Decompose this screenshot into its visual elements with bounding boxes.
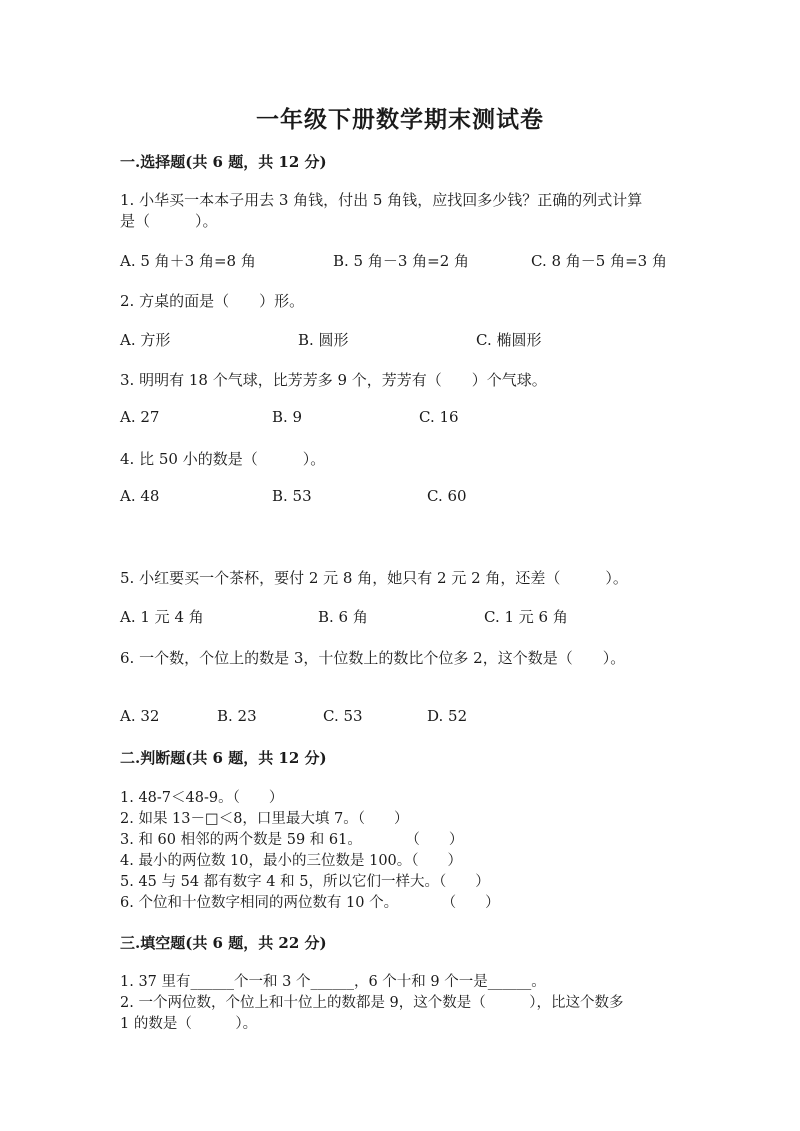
section-heading-judgement: 二.判断题(共 6 题，共 12 分) — [120, 749, 327, 767]
section-heading-choice: 一.选择题(共 6 题，共 12 分) — [120, 153, 327, 171]
question-3-option-b: B. 9 — [272, 408, 303, 426]
question-2-line-1: 2. 方桌的面是（ ）形。 — [120, 292, 305, 310]
judgement-item-2: 2. 如果 13－□＜8，口里最大填 7。（ ） — [120, 811, 409, 827]
question-3-option-c: C. 16 — [419, 408, 459, 426]
question-2-option-b: B. 圆形 — [298, 331, 349, 349]
question-1-line-2: 是（ ）。 — [120, 212, 218, 230]
exam-title: 一年级下册数学期末测试卷 — [256, 106, 544, 133]
question-2-option-a: A. 方形 — [120, 331, 171, 349]
question-4-option-b: B. 53 — [272, 487, 312, 505]
question-5-option-b: B. 6 角 — [318, 608, 368, 626]
question-6-option-d: D. 52 — [427, 707, 468, 725]
section-heading-fill-blank: 三.填空题(共 6 题，共 22 分) — [120, 934, 327, 952]
question-3-option-a: A. 27 — [120, 408, 160, 426]
question-3-line-1: 3. 明明有 18 个气球，比芳芳多 9 个，芳芳有（ ）个气球。 — [120, 371, 547, 389]
question-4-option-a: A. 48 — [120, 487, 160, 505]
judgement-item-6: 6. 个位和十位数字相同的两位数有 10 个。 （ ） — [120, 895, 500, 911]
question-1-option-c: C. 8 角－5 角=3 角 — [531, 252, 667, 270]
question-4-line-1: 4. 比 50 小的数是（ ）。 — [120, 450, 326, 468]
fill-blank-item-1: 1. 37 里有______个一和 3 个______，6 个十和 9 个一是______。 — [120, 974, 546, 990]
question-1-line-1: 1. 小华买一本本子用去 3 角钱，付出 5 角钱，应找回多少钱？正确的列式计算 — [120, 191, 643, 209]
judgement-item-5: 5. 45 与 54 都有数字 4 和 5，所以它们一样大。（ ） — [120, 874, 490, 890]
question-5-option-a: A. 1 元 4 角 — [120, 608, 204, 626]
fill-blank-item-2-line-1: 2. 一个两位数，个位上和十位上的数都是 9，这个数是（ ），比这个数多 — [120, 995, 624, 1011]
judgement-item-3: 3. 和 60 相邻的两个数是 59 和 61。 （ ） — [120, 832, 464, 848]
question-5-line-1: 5. 小红要买一个茶杯，要付 2 元 8 角，她只有 2 元 2 角，还差（ ）。 — [120, 569, 628, 587]
question-4-option-c: C. 60 — [427, 487, 467, 505]
question-2-option-c: C. 椭圆形 — [476, 331, 542, 349]
question-6-option-a: A. 32 — [120, 707, 160, 725]
question-6-line-1: 6. 一个数，个位上的数是 3，十位数上的数比个位多 2，这个数是（ ）。 — [120, 649, 626, 667]
question-1-option-a: A. 5 角＋3 角=8 角 — [120, 252, 256, 270]
question-6-option-b: B. 23 — [217, 707, 257, 725]
question-6-option-c: C. 53 — [323, 707, 363, 725]
question-1-option-b: B. 5 角－3 角=2 角 — [333, 252, 470, 270]
judgement-item-4: 4. 最小的两位数 10，最小的三位数是 100。（ ） — [120, 853, 463, 869]
question-5-option-c: C. 1 元 6 角 — [484, 608, 568, 626]
judgement-item-1: 1. 48-7＜48-9。（ ） — [120, 790, 284, 806]
fill-blank-item-2-line-2: 1 的数是（ ）。 — [120, 1016, 258, 1032]
